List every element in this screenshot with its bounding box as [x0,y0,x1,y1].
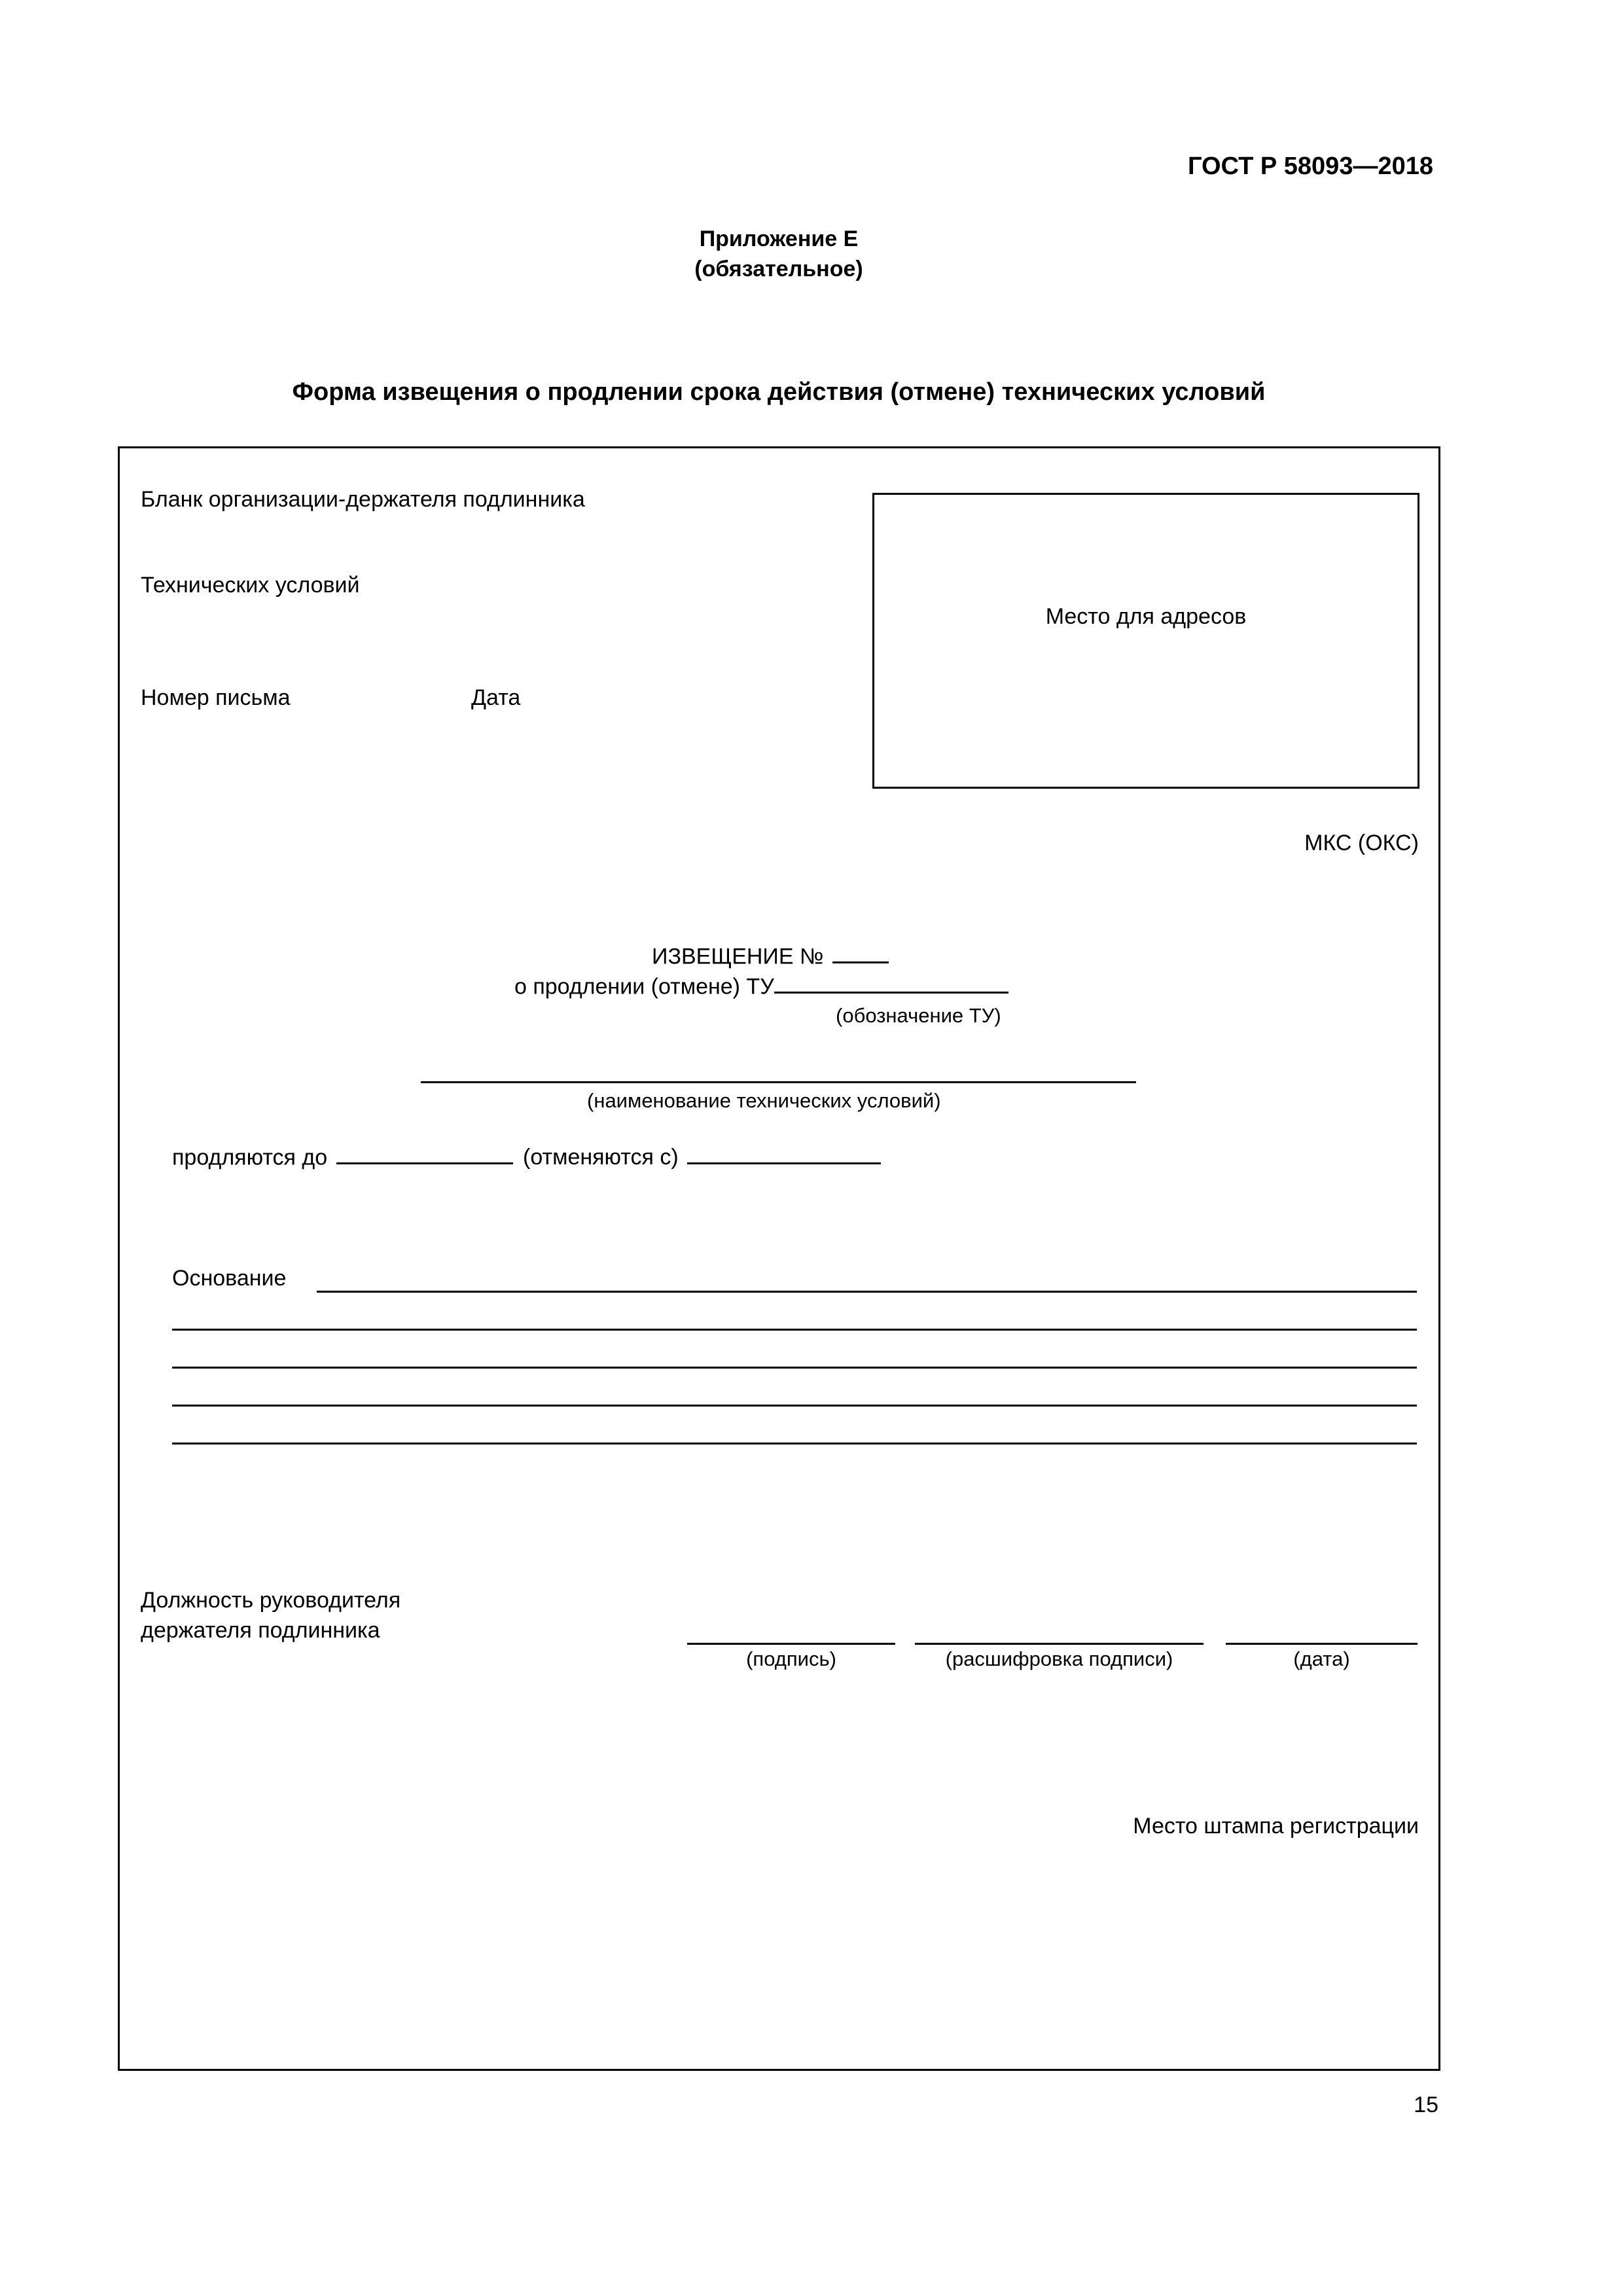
org-letterhead: Бланк организации-держателя подлинника [141,487,585,512]
basis-line-2[interactable] [172,1329,1417,1331]
address-box [872,493,1419,789]
signature-decoding-field[interactable] [915,1643,1204,1645]
appendix-title: Приложение Е [699,226,859,251]
page-number: 15 [1414,2092,1438,2117]
notice-number-field[interactable] [832,941,889,963]
spec-designation-field[interactable] [774,971,1008,994]
classifier-label: МКС (ОКС) [1304,831,1419,855]
date-hint: (дата) [1293,1647,1350,1670]
spec-designation-hint: (обозначение ТУ) [836,1004,1001,1027]
basis-line-3[interactable] [172,1367,1417,1369]
date-field[interactable] [1226,1643,1418,1645]
standard-id: ГОСТ Р 58093—2018 [1188,152,1433,180]
signature-field[interactable] [687,1643,895,1645]
notice-subject-row [514,971,1008,1000]
notice-subject: о продлении (отмене) ТУ [514,974,774,999]
spec-name-field[interactable] [421,1081,1136,1083]
signature-hint: (подпись) [746,1647,836,1670]
spec-line: Технических условий [141,573,360,598]
stamp-place-label: Место штампа регистрации [1133,1814,1419,1839]
notice-title-row [652,941,889,970]
appendix-status: (обязательное) [694,257,863,281]
notice-title: ИЗВЕЩЕНИЕ № [652,944,824,969]
basis-line-4[interactable] [172,1405,1417,1407]
basis-label: Основание [172,1266,287,1291]
head-position-line1: Должность руководителя [141,1588,401,1613]
signature-decoding-hint: (расшифровка подписи) [945,1647,1173,1670]
basis-line-1[interactable] [317,1291,1417,1293]
spec-name-hint: (наименование технических условий) [587,1089,941,1112]
basis-line-5[interactable] [172,1443,1417,1444]
address-box-label: Место для адресов [1045,604,1247,629]
head-position-line2: держателя подлинника [141,1618,380,1643]
cancelled-from-label: (отменяются с) [523,1145,679,1170]
cancelled-from-field[interactable] [687,1141,881,1164]
date-label: Дата [471,685,521,710]
extended-until-label: продляются до [172,1145,328,1170]
letter-number-label: Номер письма [141,685,291,710]
extended-until-field[interactable] [336,1141,513,1164]
validity-row [172,1141,881,1171]
form-title: Форма извещения о продлении срока действия (отмене) технических условий [292,378,1266,406]
